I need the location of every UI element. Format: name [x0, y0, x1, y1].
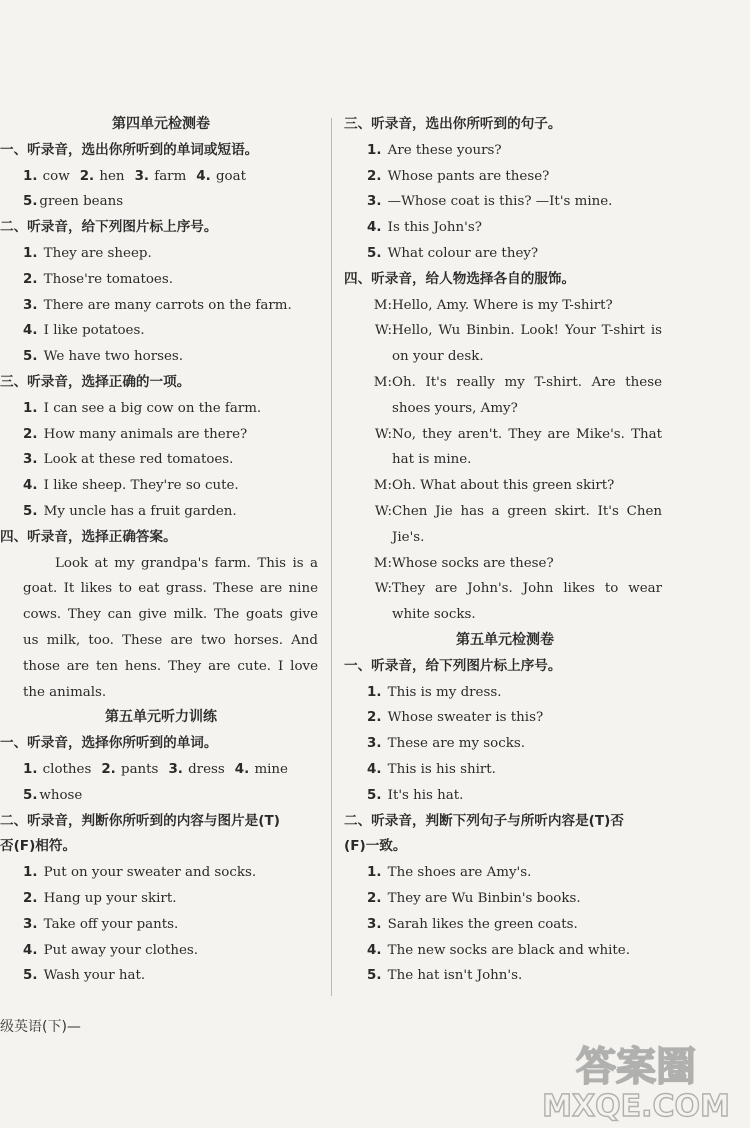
section-heading: 一、听录音，给下列图片标上序号。 [344, 657, 562, 674]
item-number: 3. [367, 736, 382, 752]
dialogue-line [344, 293, 666, 319]
utterance: Hello, Amy. Where is my T-shirt? [392, 297, 613, 313]
item-text: They are Wu Binbin's books. [387, 890, 581, 906]
list-item [0, 189, 322, 215]
column-divider [331, 118, 332, 996]
item-number: 1. [367, 142, 382, 158]
option-text: dress [188, 761, 225, 777]
list-item [344, 189, 666, 215]
unit4-test-title: 第四单元检测卷 [112, 116, 210, 132]
item-number: 2. [367, 168, 382, 184]
item-text: The new socks are black and white. [387, 942, 630, 958]
dialogue-line [344, 551, 666, 577]
item-number: 2. [367, 710, 382, 726]
item-text: The hat isn't John's. [387, 968, 523, 984]
utterance: Oh. What about this green skirt? [392, 478, 615, 494]
option [80, 164, 125, 190]
item-text: Is this John's? [387, 220, 482, 236]
list-item [0, 499, 322, 525]
item-number: 2. [23, 890, 38, 906]
list-item [0, 963, 322, 989]
list-item [344, 886, 666, 912]
item-number: 1. [23, 865, 38, 881]
option-text: goat [215, 168, 246, 184]
list-item [344, 860, 666, 886]
option-text: mine [254, 761, 288, 777]
item-number: 5. [367, 968, 382, 984]
option-text: cow [42, 168, 70, 184]
item-number: 2. [367, 890, 382, 906]
option [168, 757, 224, 783]
item-number: 3. [367, 194, 382, 210]
item-text: whose [39, 787, 83, 803]
item-text: My uncle has a fruit garden. [43, 503, 237, 519]
list-item [344, 963, 666, 989]
item-number: 5. [23, 968, 38, 984]
list-item [344, 757, 666, 783]
option-text: hen [99, 168, 125, 184]
item-number: 3. [23, 916, 38, 932]
item-number: 5. [367, 787, 382, 803]
list-item [0, 267, 322, 293]
option [23, 164, 70, 190]
item-text: Take off your pants. [43, 916, 179, 932]
item-number: 5. [23, 503, 38, 519]
list-item [0, 318, 322, 344]
section-heading-cont: (F)一致。 [344, 838, 407, 855]
dialogue-line [344, 499, 666, 551]
item-number: 4. [367, 761, 382, 777]
dialogue-line [344, 422, 666, 474]
list-item [344, 138, 666, 164]
utterance: Chen Jie has a green skirt. It's Chen Jie's. [392, 503, 662, 545]
item-text: Whose sweater is this? [387, 710, 544, 726]
item-number: 3. [23, 452, 38, 468]
item-number: 1. [23, 245, 38, 261]
passage: Look at my grandpa's farm. This is a goat. It likes to eat grass. These are nine cows. They can give milk. The goats give us milk, too. These are two horses. And those are ten hens. They are cute. I love the animals. [23, 555, 318, 700]
speaker: M: [373, 374, 392, 390]
item-number: 5. [23, 194, 38, 210]
item-number: 5. [23, 349, 38, 365]
item-text: —Whose coat is this? —It's mine. [387, 194, 613, 210]
list-item [0, 860, 322, 886]
option-number: 1. [23, 168, 38, 184]
item-text: Whose pants are these? [387, 168, 550, 184]
option-number: 2. [79, 168, 95, 184]
utterance: Hello, Wu Binbin. Look! Your T-shirt is on your desk. [392, 323, 662, 365]
item-text: Hang up your skirt. [43, 890, 177, 906]
option-text: farm [154, 168, 187, 184]
item-number: 5. [367, 245, 382, 261]
section-heading: 四、听录音，给人物选择各自的服饰。 [344, 270, 576, 287]
item-text: There are many carrots on the farm. [43, 297, 292, 313]
item-text: Put on your sweater and socks. [43, 865, 257, 881]
option-number: 3. [168, 761, 183, 777]
section-heading: 二、听录音，判断下列句子与所听内容是(T)否 [344, 812, 624, 829]
speaker: M: [373, 478, 392, 494]
watermark-bottom: MXQE.COM [542, 1089, 730, 1122]
item-text: Are these yours? [387, 142, 502, 158]
dialogue-line [344, 473, 666, 499]
utterance: Whose socks are these? [392, 555, 554, 571]
list-item [0, 886, 322, 912]
item-number: 2. [23, 271, 38, 287]
item-list [344, 138, 666, 267]
item-number: 4. [23, 942, 38, 958]
option-number: 4. [196, 168, 211, 184]
section-heading: 一、听录音，选出你所听到的单词或短语。 [0, 141, 259, 158]
option-text: pants [121, 761, 159, 777]
list-item [344, 241, 666, 267]
options-row [0, 757, 322, 783]
item-number: 1. [23, 400, 38, 416]
option [23, 757, 91, 783]
item-number: 5. [23, 787, 38, 803]
item-number: 2. [23, 426, 38, 442]
left-column [0, 112, 322, 989]
unit5-listening-title: 第五单元听力训练 [105, 709, 217, 726]
utterance: They are John's. John likes to wear white socks. [392, 581, 662, 623]
item-text: It's his hat. [387, 787, 464, 803]
item-text: Those're tomatoes. [43, 271, 173, 287]
list-item [0, 396, 322, 422]
list-item [344, 705, 666, 731]
item-text: I can see a big cow on the farm. [43, 400, 262, 416]
item-list [0, 241, 322, 370]
option-number: 1. [23, 761, 38, 777]
speaker: M: [373, 297, 392, 313]
utterance: No, they aren't. They are Mike's. That hat is mine. [392, 426, 662, 468]
item-list [344, 860, 666, 989]
item-number: 4. [367, 220, 382, 236]
list-item [344, 680, 666, 706]
speaker: W: [374, 426, 392, 442]
section-heading: 四、听录音，选择正确答案。 [0, 528, 177, 545]
item-text: What colour are they? [387, 245, 539, 261]
list-item [0, 473, 322, 499]
option-number: 4. [234, 761, 250, 777]
option [235, 757, 288, 783]
item-number: 3. [367, 916, 382, 932]
item-text: The shoes are Amy's. [387, 865, 532, 881]
item-text: This is his shirt. [387, 761, 496, 777]
list-item [0, 938, 322, 964]
section-heading: 二、听录音，给下列图片标上序号。 [0, 219, 218, 236]
item-text: We have two horses. [43, 349, 184, 365]
item-number: 4. [23, 323, 38, 339]
item-list [0, 860, 322, 989]
list-item [344, 938, 666, 964]
option [135, 164, 187, 190]
list-item [344, 783, 666, 809]
utterance: Oh. It's really my T-shirt. Are these shoes yours, Amy? [392, 374, 662, 416]
item-number: 3. [23, 297, 38, 313]
dialogue [344, 293, 666, 628]
speaker: W: [374, 581, 392, 597]
list-item [344, 164, 666, 190]
speaker: M: [373, 555, 392, 571]
item-list [0, 396, 322, 525]
option-number: 3. [134, 168, 149, 184]
section-heading: 一、听录音，选择你所听到的单词。 [0, 735, 218, 752]
item-text: How many animals are there? [43, 426, 248, 442]
item-text: Put away your clothes. [43, 942, 199, 958]
list-item [0, 241, 322, 267]
speaker: W: [374, 323, 392, 339]
dialogue-line [344, 370, 666, 422]
dialogue-line [344, 318, 666, 370]
section-heading-cont: 否(F)相符。 [0, 838, 77, 855]
item-number: 1. [367, 684, 382, 700]
options-row [0, 164, 322, 190]
list-item [0, 344, 322, 370]
list-item [0, 293, 322, 319]
item-text: These are my socks. [387, 736, 525, 752]
page-footer: 级英语(下)— [0, 1019, 81, 1035]
watermark-logo [526, 1034, 746, 1122]
list-item [0, 447, 322, 473]
list-item [0, 912, 322, 938]
list-item [344, 731, 666, 757]
item-list [344, 680, 666, 809]
item-number: 1. [367, 865, 382, 881]
dialogue-line [344, 576, 666, 628]
list-item [0, 783, 322, 809]
option [101, 757, 158, 783]
section-heading: 二、听录音，判断你所听到的内容与图片是(T) [0, 812, 280, 829]
item-text: Look at these red tomatoes. [43, 452, 234, 468]
list-item [344, 215, 666, 241]
item-text: Wash your hat. [43, 968, 146, 984]
item-text: green beans [39, 194, 124, 210]
option-number: 2. [101, 761, 116, 777]
section-heading: 三、听录音，选择正确的一项。 [0, 373, 191, 390]
list-item [0, 422, 322, 448]
unit5-test-title: 第五单元检测卷 [456, 631, 554, 648]
item-number: 4. [367, 942, 382, 958]
right-column [344, 112, 666, 989]
item-text: I like potatoes. [43, 323, 145, 339]
speaker: W: [374, 503, 392, 519]
item-text: Sarah likes the green coats. [387, 916, 578, 932]
list-item [344, 912, 666, 938]
section-heading: 三、听录音，选出你所听到的句子。 [344, 116, 562, 132]
item-text: They are sheep. [43, 245, 152, 261]
watermark-top: 答案圈 [576, 1044, 696, 1090]
item-text: I like sheep. They're so cute. [43, 478, 239, 494]
option-text: clothes [42, 761, 92, 777]
option [196, 164, 246, 190]
item-text: This is my dress. [387, 684, 502, 700]
item-number: 4. [23, 478, 38, 494]
